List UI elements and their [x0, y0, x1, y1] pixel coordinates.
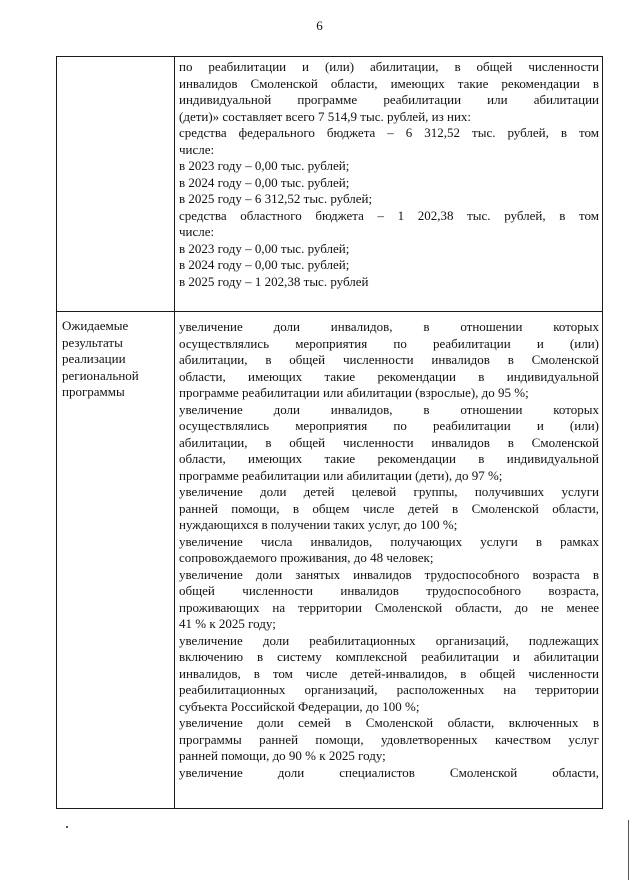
scan-artifact: [628, 820, 629, 880]
text-line: в 2023 году – 0,00 тыс. рублей;: [179, 158, 350, 173]
row-label: [57, 57, 174, 63]
text-line: проживающих на территории Смоленской области, до не менее: [179, 599, 599, 615]
text-line: абилитации, в общей численности инвалидов в Смоленской: [179, 352, 599, 367]
text-line: программе реабилитации или абилитации (дети), до 97 %;: [179, 467, 503, 483]
text-line: осуществлялись мероприятия по реабилитации и (или): [179, 335, 599, 351]
row-label-cell: [57, 57, 175, 312]
text-line: ранней помощи, в общем числе детей в Смоленской области,: [179, 500, 599, 516]
text-line: субъекта Российской Федерации, до 100 %;: [179, 698, 420, 714]
text-line: абилитации, в общей численности инвалидов в Смоленской: [179, 434, 599, 450]
text-line: 41 % к 2025 году;: [179, 616, 276, 631]
text-line: (дети)» составляет всего 7 514,9 тыс. рублей, из них:: [179, 108, 472, 124]
row-label-cell: [57, 312, 175, 809]
page-number: 6: [316, 18, 323, 33]
scan-artifact: [66, 826, 68, 828]
text-line: увеличение доли занятых инвалидов трудоспособного возраста в: [179, 566, 599, 582]
text-line: увеличение числа инвалидов, получающих услуги в рамках: [179, 533, 599, 549]
text-line: нуждающихся в получении таких услуг, до 100 %;: [179, 517, 458, 532]
table-row-financing: [57, 57, 603, 312]
text-line: области, имеющих такие рекомендации в индивидуальной: [179, 451, 599, 466]
text-line: ранней помощи, до 90 % к 2025 году;: [179, 748, 386, 763]
financing-text: [175, 57, 602, 290]
text-line: в 2025 году – 1 202,38 тыс. рублей: [179, 273, 369, 289]
text-line: осуществлялись мероприятия по реабилитации и (или): [179, 418, 599, 433]
text-line: области, имеющих такие рекомендации в индивидуальной: [179, 368, 599, 384]
expected-results-text: [175, 312, 602, 781]
text-line: общей численности инвалидов трудоспособного возраста,: [179, 583, 599, 598]
text-line: увеличение доли детей целевой группы, получивших услуги: [179, 484, 599, 499]
row-value-cell: [175, 57, 603, 312]
text-line: инвалидов, в том числе детей-инвалидов, в общей численности: [179, 665, 599, 681]
text-line: в 2024 году – 0,00 тыс. рублей;: [179, 257, 350, 272]
label-line: результаты: [62, 334, 123, 350]
text-line: числе:: [179, 224, 215, 239]
text-line: программе реабилитации или абилитации (взрослые), до 95 %;: [179, 385, 529, 400]
text-line: числе:: [179, 141, 215, 157]
text-line: включению в систему комплексной реабилитации и абилитации: [179, 649, 599, 664]
text-line: увеличение доли инвалидов, в отношении которых: [179, 319, 599, 334]
text-line: по реабилитации и (или) абилитации, в общей численности: [179, 59, 599, 74]
table-row-expected-results: [57, 312, 603, 809]
label-line: региональной: [62, 367, 139, 383]
label-line: программы: [62, 384, 125, 399]
text-line: программы ранней помощи, удовлетворенных качеством услуг: [179, 731, 599, 747]
text-line: увеличение доли реабилитационных организаций, подлежащих: [179, 632, 599, 648]
text-line: сопровождаемого проживания, до 48 человек;: [179, 550, 434, 565]
row-value-cell: [175, 312, 603, 809]
text-line: инвалидов Смоленской области, имеющих такие рекомендации в: [179, 75, 599, 91]
text-line: реабилитационных организаций, расположенных на территории: [179, 682, 599, 697]
text-line: средства областного бюджета – 1 202,38 тыс. рублей, в том: [179, 207, 599, 223]
text-line: увеличение доли семей в Смоленской области, включенных в: [179, 715, 599, 730]
text-line: индивидуальной программе реабилитации или абилитации: [179, 92, 599, 107]
text-line: в 2023 году – 0,00 тыс. рублей;: [179, 240, 350, 256]
label-line: реализации: [62, 351, 126, 366]
text-line: в 2025 году – 6 312,52 тыс. рублей;: [179, 191, 373, 206]
text-line: увеличение доли инвалидов, в отношении которых: [179, 401, 599, 417]
text-line: увеличение доли специалистов Смоленской области,: [179, 764, 599, 780]
program-passport-table: [56, 56, 603, 809]
expected-results-label: [57, 312, 174, 401]
text-line: в 2024 году – 0,00 тыс. рублей;: [179, 174, 350, 190]
label-line: Ожидаемые: [62, 318, 129, 333]
text-line: средства федерального бюджета – 6 312,52 тыс. рублей, в том: [179, 125, 599, 140]
